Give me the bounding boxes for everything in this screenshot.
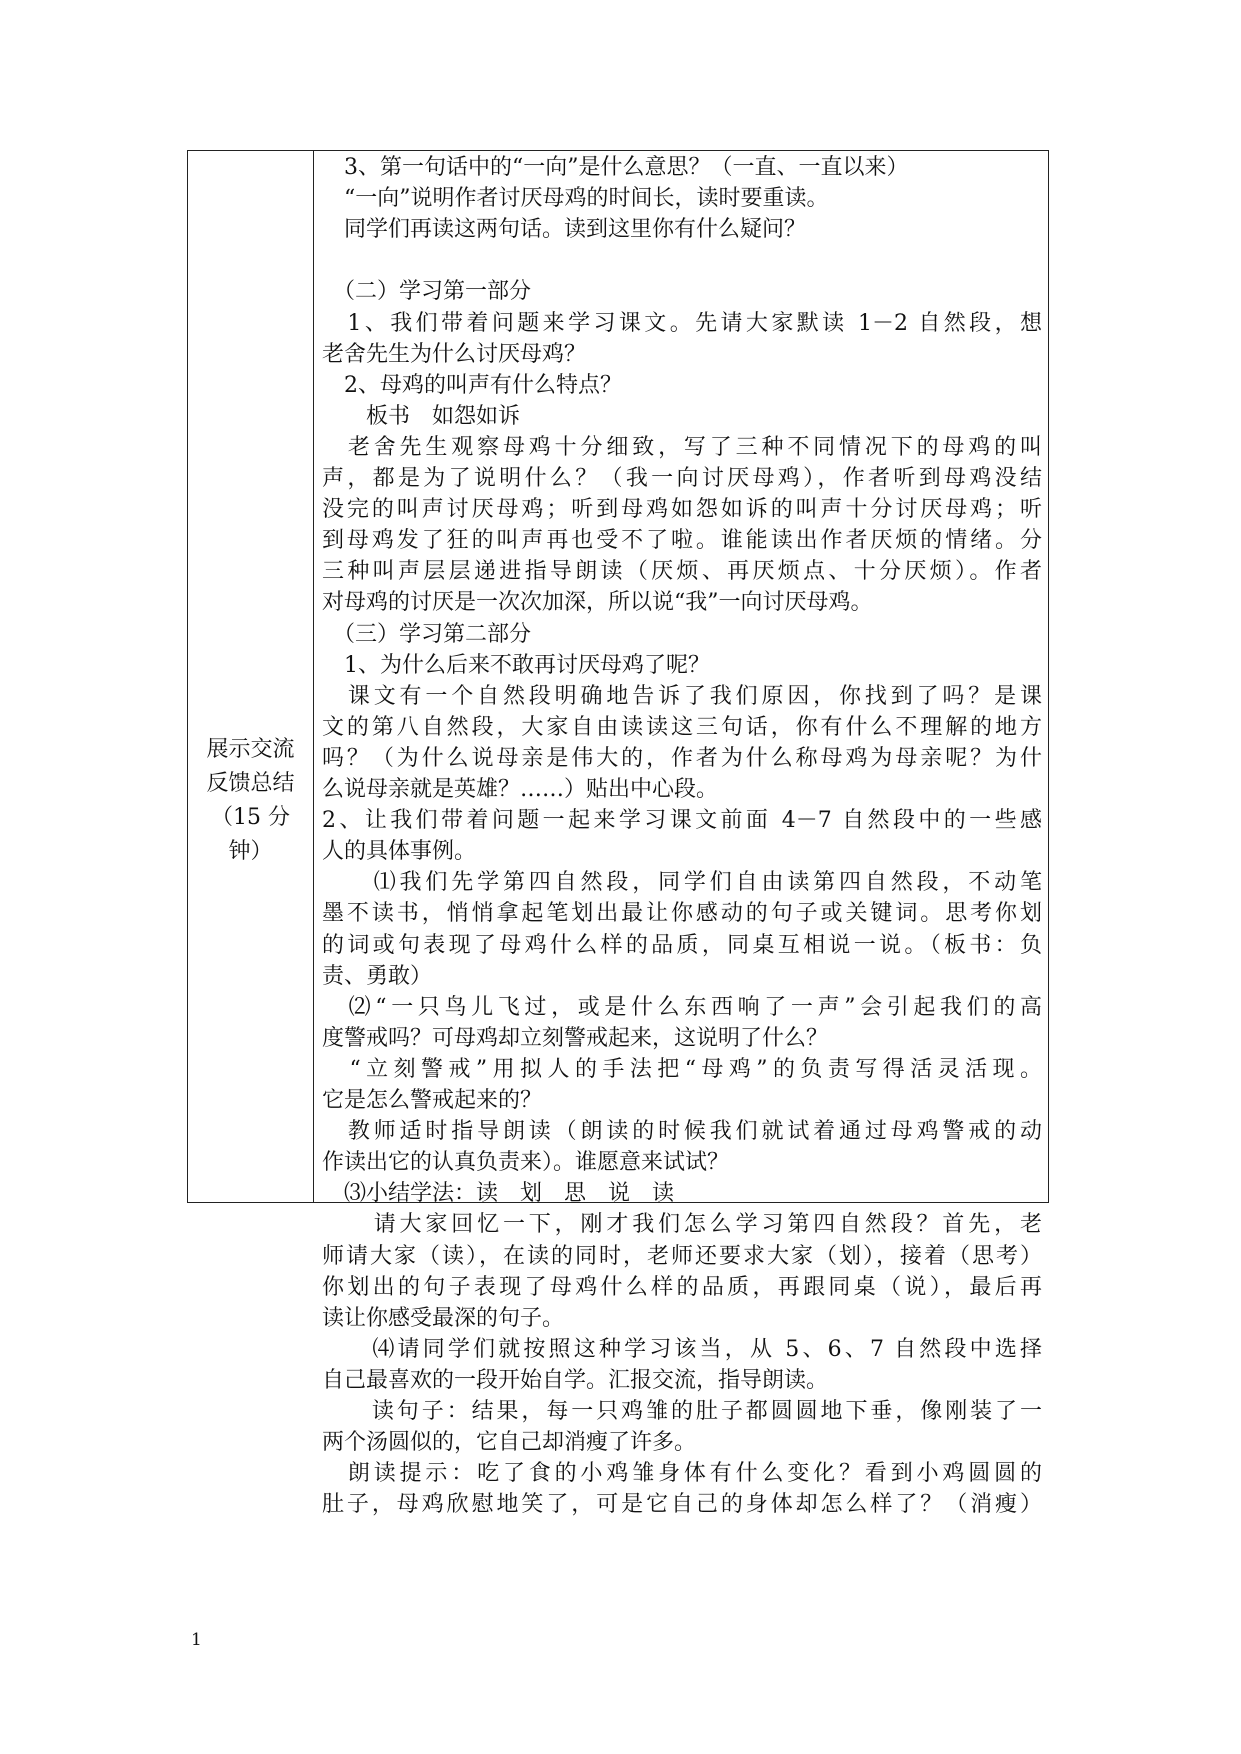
text-line: 师请大家（读），在读的同时，老师还要求大家（划），接着（思考） — [322, 1243, 1042, 1269]
text-line: 么说母亲就是英雄？……）贴出中心段。 — [322, 777, 719, 802]
stage-label — [188, 733, 313, 869]
stage-label-line: 钟） — [228, 839, 273, 864]
text-line: 责、勇敢） — [322, 963, 433, 989]
text-line: 它是怎么警戒起来的？ — [322, 1088, 543, 1113]
text-line: 2、让我们带着问题一起来学习课文前面 4－7 自然段中的一些感 — [322, 808, 1042, 834]
text-line: （三）学习第二部分 — [322, 621, 532, 647]
text-line: （二）学习第一部分 — [322, 279, 532, 305]
text-line: 2、母鸡的叫声有什么特点？ — [322, 372, 622, 398]
text-line: 请大家回忆一下，刚才我们怎么学习第四自然段？首先，老 — [322, 1212, 1042, 1238]
text-line: 作读出它的认真负责来）。谁愿意来试试？ — [322, 1150, 730, 1176]
lesson-plan-table — [187, 150, 1049, 1518]
text-line: ⑶小结学法：读 划 思 说 读 — [322, 1181, 675, 1207]
text-line: “立刻警戒”用拟人的手法把“母鸡”的负责写得活灵活现。 — [322, 1056, 1042, 1082]
text-line: 肚子，母鸡欣慰地笑了，可是它自己的身体却怎么样了？（消瘦） — [322, 1492, 1042, 1518]
text-line: 吗？（为什么说母亲是伟大的，作者为什么称母鸡为母亲呢？为什 — [322, 745, 1042, 771]
text-line: 板书 如怨如诉 — [322, 403, 521, 429]
text-line: 老舍先生观察母鸡十分细致，写了三种不同情况下的母鸡的叫 — [322, 434, 1042, 460]
stage-label-cell — [188, 151, 314, 1202]
text-line: 的词或句表现了母鸡什么样的品质，同桌互相说一说。（板书：负 — [322, 932, 1042, 958]
text-line: 人的具体事例。 — [322, 839, 477, 865]
text-line: 1、我们带着问题来学习课文。先请大家默读 1－2 自然段，想 — [322, 310, 1042, 336]
text-line: 自己最喜欢的一段开始自学。汇报交流，指导朗读。 — [322, 1367, 829, 1393]
text-line: 3、第一句话中的“一向”是什么意思？（一直、一直以来） — [322, 155, 909, 180]
page-number: 1 — [191, 1630, 202, 1650]
text-line: 教师适时指导朗读（朗读的时候我们就试着通过母鸡警戒的动 — [322, 1119, 1042, 1145]
text-line: 墨不读书，悄悄拿起笔划出最让你感动的句子或关键词。思考你划 — [322, 901, 1042, 927]
text-line: 1、为什么后来不敢再讨厌母鸡了呢？ — [322, 652, 710, 678]
text-line: 读句子：结果，每一只鸡雏的肚子都圆圆地下垂，像刚装了一 — [322, 1399, 1042, 1424]
stage-label-line: （15 分 — [211, 805, 290, 830]
text-line: 读让你感受最深的句子。 — [322, 1305, 565, 1331]
text-line: ⑴我们先学第四自然段，同学们自由读第四自然段，不动笔 — [322, 870, 1042, 896]
text-line: ⑵“一只鸟儿飞过，或是什么东西响了一声”会引起我们的高 — [322, 994, 1042, 1020]
text-line: 课文有一个自然段明确地告诉了我们原因，你找到了吗？是课 — [322, 683, 1042, 709]
text-line: 三种叫声层层递进指导朗读（厌烦、再厌烦点、十分厌烦）。作者 — [322, 559, 1042, 585]
text-line: 到母鸡发了狂的叫声再也受不了啦。谁能读出作者厌烦的情绪。分 — [322, 528, 1042, 554]
text-line: 没完的叫声讨厌母鸡；听到母鸡如怨如诉的叫声十分讨厌母鸡；听 — [322, 497, 1042, 523]
text-line: 文的第八自然段，大家自由读读这三句话，你有什么不理解的地方 — [322, 714, 1042, 740]
text-line: “一向”说明作者讨厌母鸡的时间长，读时要重读。 — [322, 186, 829, 212]
text-line: 你划出的句子表现了母鸡什么样的品质，再跟同桌（说），最后再 — [322, 1274, 1042, 1300]
stage-label-line: 展示交流 — [206, 737, 295, 762]
text-line: 同学们再读这两句话。读到这里你有什么疑问？ — [322, 217, 807, 243]
text-line: 声，都是为了说明什么？（我一向讨厌母鸡），作者听到母鸡没结 — [322, 466, 1042, 491]
text-line: ⑷请同学们就按照这种学习该当，从 5、6、7 自然段中选择 — [322, 1336, 1042, 1362]
text-line: 朗读提示：吃了食的小鸡雏身体有什么变化？看到小鸡圆圆的 — [322, 1461, 1042, 1487]
text-line: 两个汤圆似的，它自己却消瘦了许多。 — [322, 1430, 697, 1456]
text-line: 度警戒吗？可母鸡却立刻警戒起来，这说明了什么？ — [322, 1025, 829, 1051]
stage-label-line: 反馈总结 — [206, 771, 295, 796]
teaching-content-cell — [314, 151, 1048, 1518]
text-line: 老舍先生为什么讨厌母鸡？ — [322, 341, 587, 367]
text-line: 对母鸡的讨厌是一次次加深，所以说“我”一向讨厌母鸡。 — [322, 590, 873, 616]
